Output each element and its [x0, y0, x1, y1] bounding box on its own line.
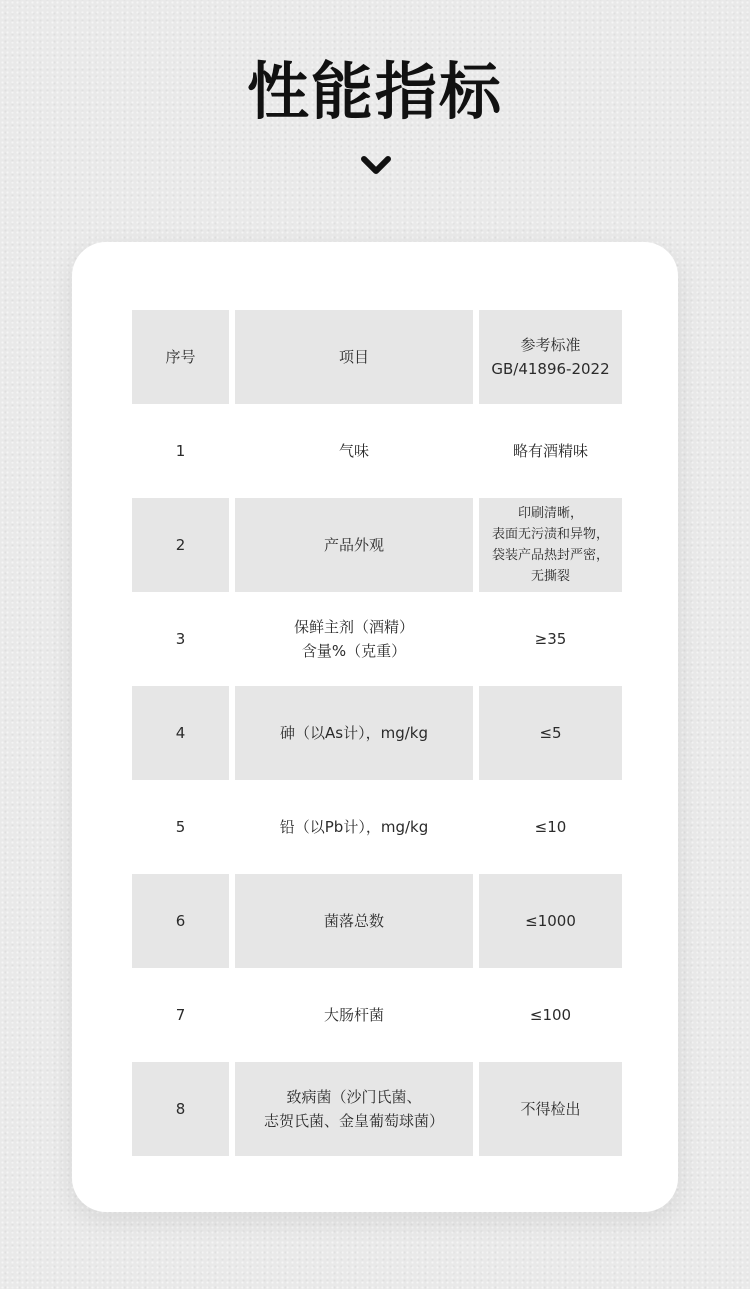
table-header-row	[132, 310, 622, 404]
row-item-cell	[235, 686, 473, 780]
header-cell-standard	[479, 310, 622, 404]
spec-table	[132, 310, 622, 1156]
row-standard-cell	[479, 1062, 622, 1156]
table-row	[132, 968, 622, 1062]
row-standard: ≤10	[534, 818, 567, 836]
row-no: 3	[175, 630, 186, 648]
page-title: 性能指标	[246, 55, 503, 128]
row-standard-cell	[479, 874, 622, 968]
row-standard-cell	[479, 686, 622, 780]
row-no-cell	[132, 780, 229, 874]
row-item-cell	[235, 968, 473, 1062]
table-row	[132, 592, 622, 686]
table-row	[132, 498, 622, 592]
row-no-cell	[132, 968, 229, 1062]
header-item-label: 项目	[338, 348, 369, 366]
table-row	[132, 780, 622, 874]
row-standard: 略有酒精味	[512, 442, 588, 460]
row-no: 1	[175, 442, 186, 460]
row-item-cell	[235, 404, 473, 498]
table-row	[132, 686, 622, 780]
table-row	[132, 404, 622, 498]
row-item-cell	[235, 498, 473, 592]
row-item: 砷（以As计），mg/kg	[280, 724, 428, 742]
header-cell-no	[132, 310, 229, 404]
table-row	[132, 874, 622, 968]
row-standard-cell	[479, 968, 622, 1062]
row-no-cell	[132, 1062, 229, 1156]
row-item: 铅（以Pb计），mg/kg	[279, 818, 429, 836]
spec-card	[72, 242, 678, 1212]
row-standard-cell	[479, 780, 622, 874]
row-standard: 印刷清晰， 表面无污渍和异物， 袋装产品热封严密， 无撕裂	[491, 506, 609, 584]
header-no-label: 序号	[165, 348, 196, 366]
row-standard: 不得检出	[520, 1100, 581, 1118]
row-standard-cell	[479, 498, 622, 592]
row-item: 大肠杆菌	[323, 1006, 384, 1024]
row-no: 8	[175, 1100, 186, 1118]
header-standard-label: 参考标准 GB/41896-2022	[491, 336, 610, 378]
row-standard: ≤100	[529, 1006, 572, 1024]
row-item-cell	[235, 592, 473, 686]
row-no: 6	[175, 912, 186, 930]
row-item: 致病菌（沙门氏菌、 志贺氏菌、金皇葡萄球菌）	[263, 1088, 444, 1130]
row-no: 4	[175, 724, 186, 742]
row-item-cell	[235, 780, 473, 874]
row-item-cell	[235, 1062, 473, 1156]
row-item: 保鲜主剂（酒精） 含量%（克重）	[293, 618, 414, 660]
row-no: 7	[175, 1006, 186, 1024]
row-item-cell	[235, 874, 473, 968]
row-no-cell	[132, 498, 229, 592]
row-no-cell	[132, 874, 229, 968]
row-standard-cell	[479, 592, 622, 686]
row-standard: ≤1000	[525, 912, 576, 930]
header-cell-item	[235, 310, 473, 404]
row-no-cell	[132, 592, 229, 686]
row-no: 2	[175, 536, 186, 554]
row-no-cell	[132, 404, 229, 498]
row-no: 5	[175, 818, 186, 836]
chevron-down-icon	[360, 153, 392, 179]
row-item: 气味	[338, 442, 369, 460]
row-standard: ≤5	[539, 724, 562, 742]
table-row	[132, 1062, 622, 1156]
row-item: 菌落总数	[323, 912, 384, 930]
row-standard-cell	[479, 404, 622, 498]
row-no-cell	[132, 686, 229, 780]
row-standard: ≥35	[534, 630, 567, 648]
row-item: 产品外观	[323, 536, 384, 554]
